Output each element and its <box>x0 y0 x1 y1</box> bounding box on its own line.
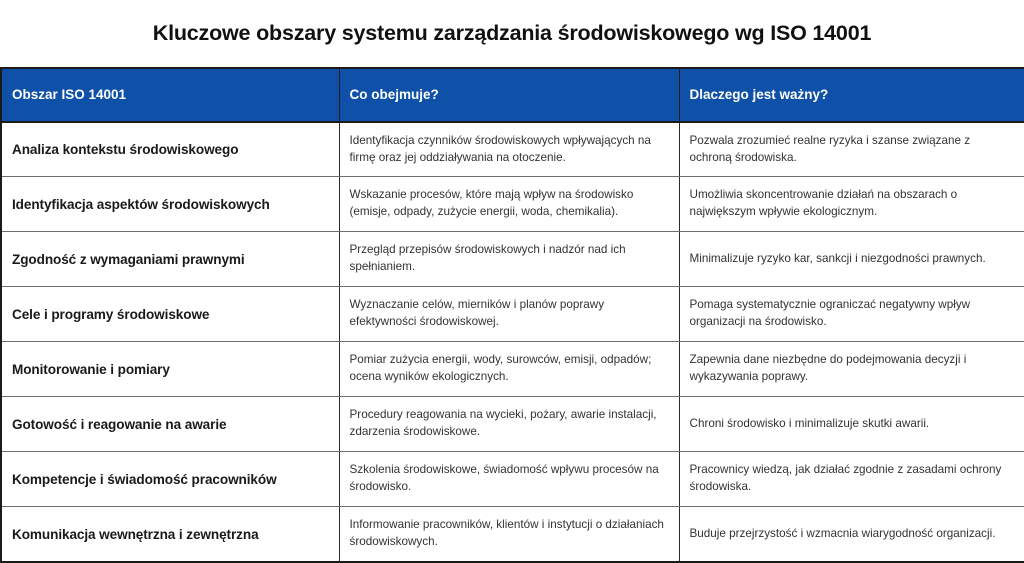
table-row <box>1 287 1024 342</box>
table-row <box>1 232 1024 287</box>
table-row <box>1 177 1024 232</box>
table-row <box>1 397 1024 452</box>
page-title: Kluczowe obszary systemu zarządzania środowiskowego wg ISO 14001 <box>152 21 872 46</box>
cell-scope: Identyfikacja czynników środowiskowych wpływających na firmę oraz jej oddziaływania na otoczenie. <box>339 122 679 177</box>
cell-scope: Pomiar zużycia energii, wody, surowców, emisji, odpadów; ocena wyników ekologicznych. <box>339 342 679 397</box>
cell-area: Gotowość i reagowanie na awarie <box>1 397 339 452</box>
table-body <box>1 122 1024 562</box>
iso-14001-table <box>0 67 1024 563</box>
cell-why: Buduje przejrzystość i wzmacnia wiarygodność organizacji. <box>679 507 1024 562</box>
column-header-area: Obszar ISO 14001 <box>1 68 339 122</box>
cell-area: Monitorowanie i pomiary <box>1 342 339 397</box>
cell-area: Cele i programy środowiskowe <box>1 287 339 342</box>
cell-scope: Wyznaczanie celów, mierników i planów poprawy efektywności środowiskowej. <box>339 287 679 342</box>
table-header-row <box>1 68 1024 122</box>
table-row <box>1 507 1024 562</box>
column-header-why: Dlaczego jest ważny? <box>679 68 1024 122</box>
cell-why: Pozwala zrozumieć realne ryzyka i szanse związane z ochroną środowiska. <box>679 122 1024 177</box>
table-row <box>1 342 1024 397</box>
table-row <box>1 122 1024 177</box>
cell-scope: Procedury reagowania na wycieki, pożary, awarie instalacji, zdarzenia środowiskowe. <box>339 397 679 452</box>
cell-area: Kompetencje i świadomość pracowników <box>1 452 339 507</box>
cell-why: Pracownicy wiedzą, jak działać zgodnie z zasadami ochrony środowiska. <box>679 452 1024 507</box>
cell-area: Analiza kontekstu środowiskowego <box>1 122 339 177</box>
cell-area: Komunikacja wewnętrzna i zewnętrzna <box>1 507 339 562</box>
cell-area: Identyfikacja aspektów środowiskowych <box>1 177 339 232</box>
table-row <box>1 452 1024 507</box>
table-header <box>1 68 1024 122</box>
column-header-scope: Co obejmuje? <box>339 68 679 122</box>
cell-why: Umożliwia skoncentrowanie działań na obszarach o największym wpływie ekologicznym. <box>679 177 1024 232</box>
cell-why: Zapewnia dane niezbędne do podejmowania decyzji i wykazywania poprawy. <box>679 342 1024 397</box>
cell-why: Chroni środowisko i minimalizuje skutki awarii. <box>679 397 1024 452</box>
cell-scope: Informowanie pracowników, klientów i instytucji o działaniach środowiskowych. <box>339 507 679 562</box>
page-root <box>0 14 1024 550</box>
cell-why: Pomaga systematycznie ograniczać negatywny wpływ organizacji na środowisko. <box>679 287 1024 342</box>
cell-scope: Przegląd przepisów środowiskowych i nadzór nad ich spełnianiem. <box>339 232 679 287</box>
cell-why: Minimalizuje ryzyko kar, sankcji i niezgodności prawnych. <box>679 232 1024 287</box>
cell-area: Zgodność z wymaganiami prawnymi <box>1 232 339 287</box>
cell-scope: Wskazanie procesów, które mają wpływ na środowisko (emisje, odpady, zużycie energii, woda, chemikalia). <box>339 177 679 232</box>
cell-scope: Szkolenia środowiskowe, świadomość wpływu procesów na środowisko. <box>339 452 679 507</box>
